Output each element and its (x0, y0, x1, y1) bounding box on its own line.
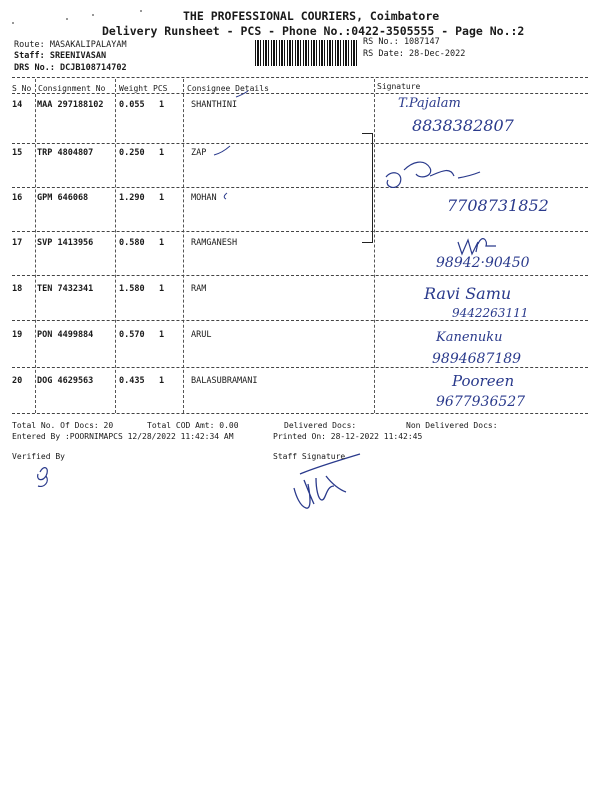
row-sno: 19 (12, 330, 23, 340)
speck (140, 10, 142, 12)
row-sno: 20 (12, 376, 23, 386)
row-weight: 0.580 (119, 238, 145, 248)
row-consignee: RAMGANESH (191, 238, 238, 248)
row-consignment: PON 4499884 (37, 330, 94, 340)
handwritten-phone: 7708731852 (447, 196, 549, 215)
handwritten-phone: 8838382807 (412, 116, 514, 135)
col-pcs: PCS (153, 84, 168, 93)
row-consignment: GPM 646068 (37, 193, 89, 203)
row-pcs: 1 (159, 100, 165, 110)
handwritten-phone: 9894687189 (432, 351, 522, 367)
row-sno: 15 (12, 148, 23, 158)
delivered-docs: Delivered Docs: (284, 421, 357, 430)
row-sno: 14 (12, 100, 23, 110)
handwritten-phone: 98942·90450 (436, 255, 530, 271)
handwritten-phone: 9677936527 (436, 394, 526, 410)
row-pcs: 1 (159, 330, 165, 340)
staff-label: Staff: SREENIVASAN (14, 51, 107, 61)
row-consignee: ZAP (191, 148, 207, 158)
row-consignment: SVP 1413956 (37, 238, 94, 248)
col-consignment: Consignment No (38, 84, 106, 93)
speck (92, 14, 94, 16)
total-docs: Total No. Of Docs: 20 (12, 421, 114, 430)
row-consignee: BALASUBRAMANI (191, 376, 258, 386)
row-weight: 0.570 (119, 330, 145, 340)
handwritten-name: Kanenuku (436, 330, 503, 345)
route-label: Route: MASAKALIPALAYAM (14, 40, 127, 50)
handwritten-name: Pooreen (452, 372, 515, 390)
verified-by-label: Verified By (12, 452, 65, 461)
row-weight: 1.290 (119, 193, 145, 203)
staff-signature-label: Staff Signature (273, 452, 346, 461)
row-weight: 0.250 (119, 148, 145, 158)
row-consignment: MAA 297188102 (37, 100, 104, 110)
col-consignee: Consignee Details (187, 84, 269, 93)
col-sno: S No (12, 84, 32, 93)
non-delivered-docs: Non Delivered Docs: (406, 421, 498, 430)
row-consignment: TRP 4804807 (37, 148, 94, 158)
row-consignee: RAM (191, 284, 207, 294)
row-weight: 1.580 (119, 284, 145, 294)
row-weight: 0.055 (119, 100, 145, 110)
row-consignment: DOG 4629563 (37, 376, 94, 386)
bracket-mark (362, 133, 373, 243)
handwritten-name: T.Pajalam (398, 96, 461, 111)
handwritten-name: Ravi Samu (424, 284, 512, 303)
page-title: THE PROFESSIONAL COURIERS, Coimbatore (183, 9, 440, 23)
col-signature: Signature (377, 82, 421, 91)
rs-date: RS Date: 28-Dec-2022 (363, 49, 466, 59)
row-pcs: 1 (159, 193, 165, 203)
speck (66, 18, 68, 20)
row-sno: 16 (12, 193, 23, 203)
row-pcs: 1 (159, 376, 165, 386)
printed-on: Printed On: 28-12-2022 11:42:45 (273, 432, 423, 441)
rs-number: RS No.: 1087147 (363, 37, 440, 47)
row-consignee: SHANTHINI (191, 100, 238, 110)
row-consignee: MOHAN (191, 193, 217, 203)
row-consignment: TEN 7432341 (37, 284, 94, 294)
row-consignee: ARUL (191, 330, 212, 340)
speck (12, 22, 14, 24)
row-sno: 17 (12, 238, 23, 248)
total-cod: Total COD Amt: 0.00 (147, 421, 239, 430)
col-weight: Weight (119, 84, 148, 93)
row-sno: 18 (12, 284, 23, 294)
row-pcs: 1 (159, 284, 165, 294)
row-weight: 0.435 (119, 376, 145, 386)
drs-number: DRS No.: DCJB108714702 (14, 63, 127, 73)
page-subtitle: Delivery Runsheet - PCS - Phone No.:0422-3505555 - Page No.:2 (102, 24, 525, 38)
row-pcs: 1 (159, 148, 165, 158)
handwritten-phone: 9442263111 (452, 306, 529, 320)
entered-by: Entered By :POORNIMAPCS 12/28/2022 11:42:34 AM (12, 432, 234, 441)
row-pcs: 1 (159, 238, 165, 248)
